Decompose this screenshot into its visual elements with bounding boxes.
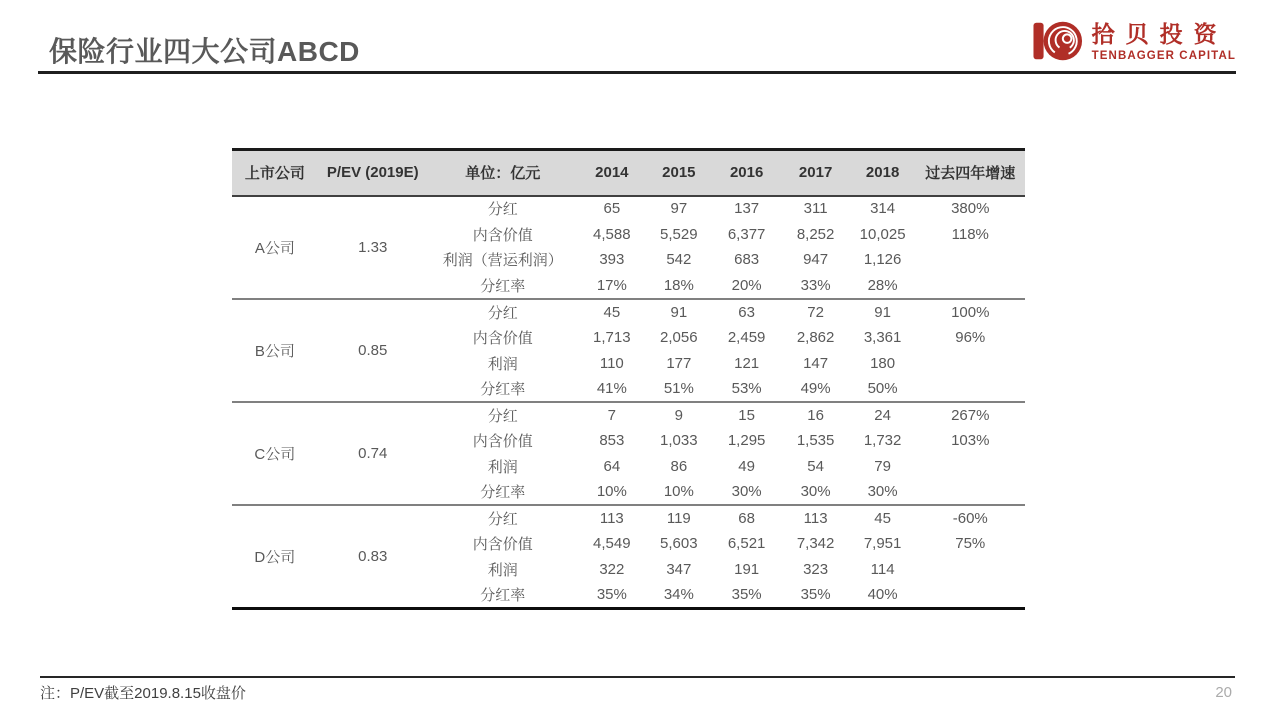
metric-value: 68 (712, 505, 782, 531)
metric-value: 10% (663, 483, 694, 501)
metric-value: 49 (738, 457, 755, 475)
metric-value: 314 (870, 200, 896, 218)
metric-value: 91 (646, 299, 712, 325)
metric-value: 5,603 (660, 535, 698, 553)
metric-value: 72 (782, 299, 850, 325)
header-year-2018: 2018 (850, 150, 916, 196)
metric-value: 35% (596, 586, 627, 604)
metric-value: 33% (800, 276, 831, 294)
metric-value: 311 (803, 200, 828, 218)
metric-label: 分红 (428, 299, 578, 325)
pev-value: 0.83 (318, 505, 428, 608)
header-year-2016: 2016 (712, 150, 782, 196)
metric-value: 947 (803, 251, 829, 269)
company-name: B公司 (232, 299, 318, 402)
metric-value: 121 (734, 354, 760, 372)
pev-value: 1.33 (358, 238, 388, 256)
metric-label: 利润（营运利润） (442, 252, 563, 270)
metric-value: 51% (663, 379, 694, 397)
metric-value: 180 (870, 354, 896, 372)
logo-wordmark (1092, 22, 1236, 61)
metric-value: 20% (731, 276, 762, 294)
metric-value: 177 (666, 354, 692, 372)
metric-value: 4,588 (593, 225, 631, 243)
metric-value: 10% (596, 483, 627, 501)
growth-value: 118% (951, 225, 989, 243)
metric-value: 853 (599, 432, 625, 450)
metric-value: 1,126 (863, 251, 902, 269)
growth-value (916, 273, 1025, 299)
metric-value: 40% (867, 586, 898, 604)
metric-value: 86 (670, 457, 688, 475)
metric-label: 利润 (487, 355, 518, 373)
metric-label: 内含价值 (472, 226, 533, 244)
metric-value: 34% (663, 586, 694, 604)
title-divider (38, 71, 1236, 74)
metric-value: 542 (666, 251, 692, 269)
metric-value: 7 (578, 402, 646, 428)
growth-value (916, 582, 1025, 608)
metric-value: 35% (731, 586, 762, 604)
logo-chinese-name: 拾贝投资 (1091, 21, 1228, 48)
metric-label: 分红 (428, 402, 578, 428)
metric-value: 7,951 (863, 535, 902, 553)
header-unit: 单位：亿元 (428, 150, 578, 196)
metric-value: 45 (850, 505, 916, 531)
metric-value: 24 (850, 402, 916, 428)
growth-value (916, 453, 1025, 479)
header-year-2014: 2014 (578, 150, 646, 196)
metric-value: 114 (870, 561, 895, 579)
insurance-companies-table (232, 148, 1025, 610)
growth-value: -60% (916, 505, 1025, 531)
metric-value: 4,549 (593, 535, 631, 553)
growth-value (916, 479, 1025, 505)
tenbagger-shell-icon (1033, 17, 1083, 67)
growth-value: 380% (951, 200, 990, 218)
metric-value: 3,361 (863, 328, 902, 346)
metric-value: 79 (874, 457, 891, 475)
metric-label: 内含价值 (472, 329, 533, 347)
metric-value: 347 (666, 561, 692, 579)
growth-value: 267% (916, 402, 1025, 428)
metric-value: 50% (867, 379, 898, 397)
metric-value: 16 (782, 402, 850, 428)
metric-value: 147 (803, 354, 829, 372)
metric-value: 683 (734, 251, 760, 269)
metric-value: 30% (867, 483, 898, 501)
metric-value: 17% (596, 276, 627, 294)
metric-value: 54 (807, 457, 824, 475)
metric-value: 28% (867, 276, 898, 294)
metric-value: 91 (850, 299, 916, 325)
metric-value: 2,056 (660, 328, 698, 346)
company-name: C公司 (232, 402, 318, 505)
metric-value: 1,033 (660, 432, 698, 450)
table-row (232, 505, 1025, 531)
growth-value (916, 247, 1025, 273)
metric-value: 64 (603, 457, 621, 475)
growth-value: 100% (916, 299, 1025, 325)
metric-value: 113 (578, 505, 646, 531)
table-header-row (232, 150, 1025, 196)
header-listed-company: 上市公司 (232, 150, 318, 196)
growth-value (916, 376, 1025, 402)
metric-value: 30% (800, 483, 831, 501)
metric-label: 分红 (487, 201, 518, 219)
metric-value: 41% (596, 379, 627, 397)
metric-label: 分红率 (480, 277, 526, 295)
metric-label: 分红 (428, 505, 578, 531)
metric-value: 7,342 (796, 535, 835, 553)
pev-value: 0.74 (318, 402, 428, 505)
metric-value: 1,713 (593, 328, 631, 346)
metric-label: 分红率 (480, 380, 526, 398)
metric-value: 119 (646, 505, 712, 531)
pev-value: 0.85 (318, 299, 428, 402)
footnote: 注：P/EV截至2019.8.15收盘价 (40, 685, 246, 702)
metric-label: 利润 (487, 458, 518, 476)
metric-value: 393 (599, 251, 625, 269)
metric-value: 322 (599, 561, 625, 579)
metric-value: 45 (578, 299, 646, 325)
metric-value: 6,521 (727, 535, 766, 553)
growth-value: 103% (951, 432, 990, 450)
metric-value: 49% (800, 379, 831, 397)
metric-value: 2,862 (796, 328, 835, 346)
metric-value: 65 (603, 200, 621, 218)
company-name: D公司 (232, 505, 318, 608)
company-logo (1033, 17, 1236, 67)
table-body (232, 196, 1025, 609)
metric-value: 15 (712, 402, 782, 428)
footer-divider (40, 676, 1235, 678)
table-row (232, 299, 1025, 325)
metric-value: 8,252 (796, 225, 835, 243)
metric-value: 323 (803, 561, 829, 579)
page-title: 保险行业四大公司ABCD (49, 36, 360, 67)
growth-value: 96% (955, 328, 986, 346)
metric-value: 30% (731, 483, 762, 501)
metric-value: 110 (599, 354, 624, 372)
header-pev: P/EV (2019E) (318, 150, 428, 196)
metric-value: 1,295 (727, 432, 766, 450)
growth-value: 75% (955, 535, 986, 553)
header-four-year-growth: 过去四年增速 (916, 150, 1025, 196)
metric-value: 6,377 (727, 225, 766, 243)
metric-value: 113 (782, 505, 850, 531)
metric-label: 内含价值 (472, 433, 533, 451)
metric-value: 63 (712, 299, 782, 325)
metric-value: 9 (646, 402, 712, 428)
metric-value: 35% (800, 586, 831, 604)
growth-value (916, 350, 1025, 376)
metric-value: 97 (670, 200, 688, 218)
header-year-2017: 2017 (782, 150, 850, 196)
metric-label: 分红率 (480, 587, 526, 605)
metric-value: 1,732 (863, 432, 902, 450)
metric-label: 分红率 (480, 484, 526, 502)
logo-english-name: TENBAGGER CAPITAL (1091, 49, 1236, 62)
table-row (232, 402, 1025, 428)
metric-value: 53% (731, 379, 762, 397)
page-number: 20 (1215, 684, 1232, 701)
company-name: A公司 (254, 239, 295, 257)
header-year-2015: 2015 (646, 150, 712, 196)
metric-value: 191 (734, 561, 760, 579)
metric-value: 10,025 (859, 225, 906, 243)
metric-value: 5,529 (660, 225, 698, 243)
table-row (232, 196, 1025, 222)
metric-value: 137 (734, 200, 760, 218)
metric-label: 内含价值 (472, 536, 533, 554)
growth-value (916, 557, 1025, 583)
metric-value: 1,535 (796, 432, 835, 450)
metric-value: 18% (663, 276, 694, 294)
metric-label: 利润 (487, 562, 518, 580)
metric-value: 2,459 (727, 328, 766, 346)
